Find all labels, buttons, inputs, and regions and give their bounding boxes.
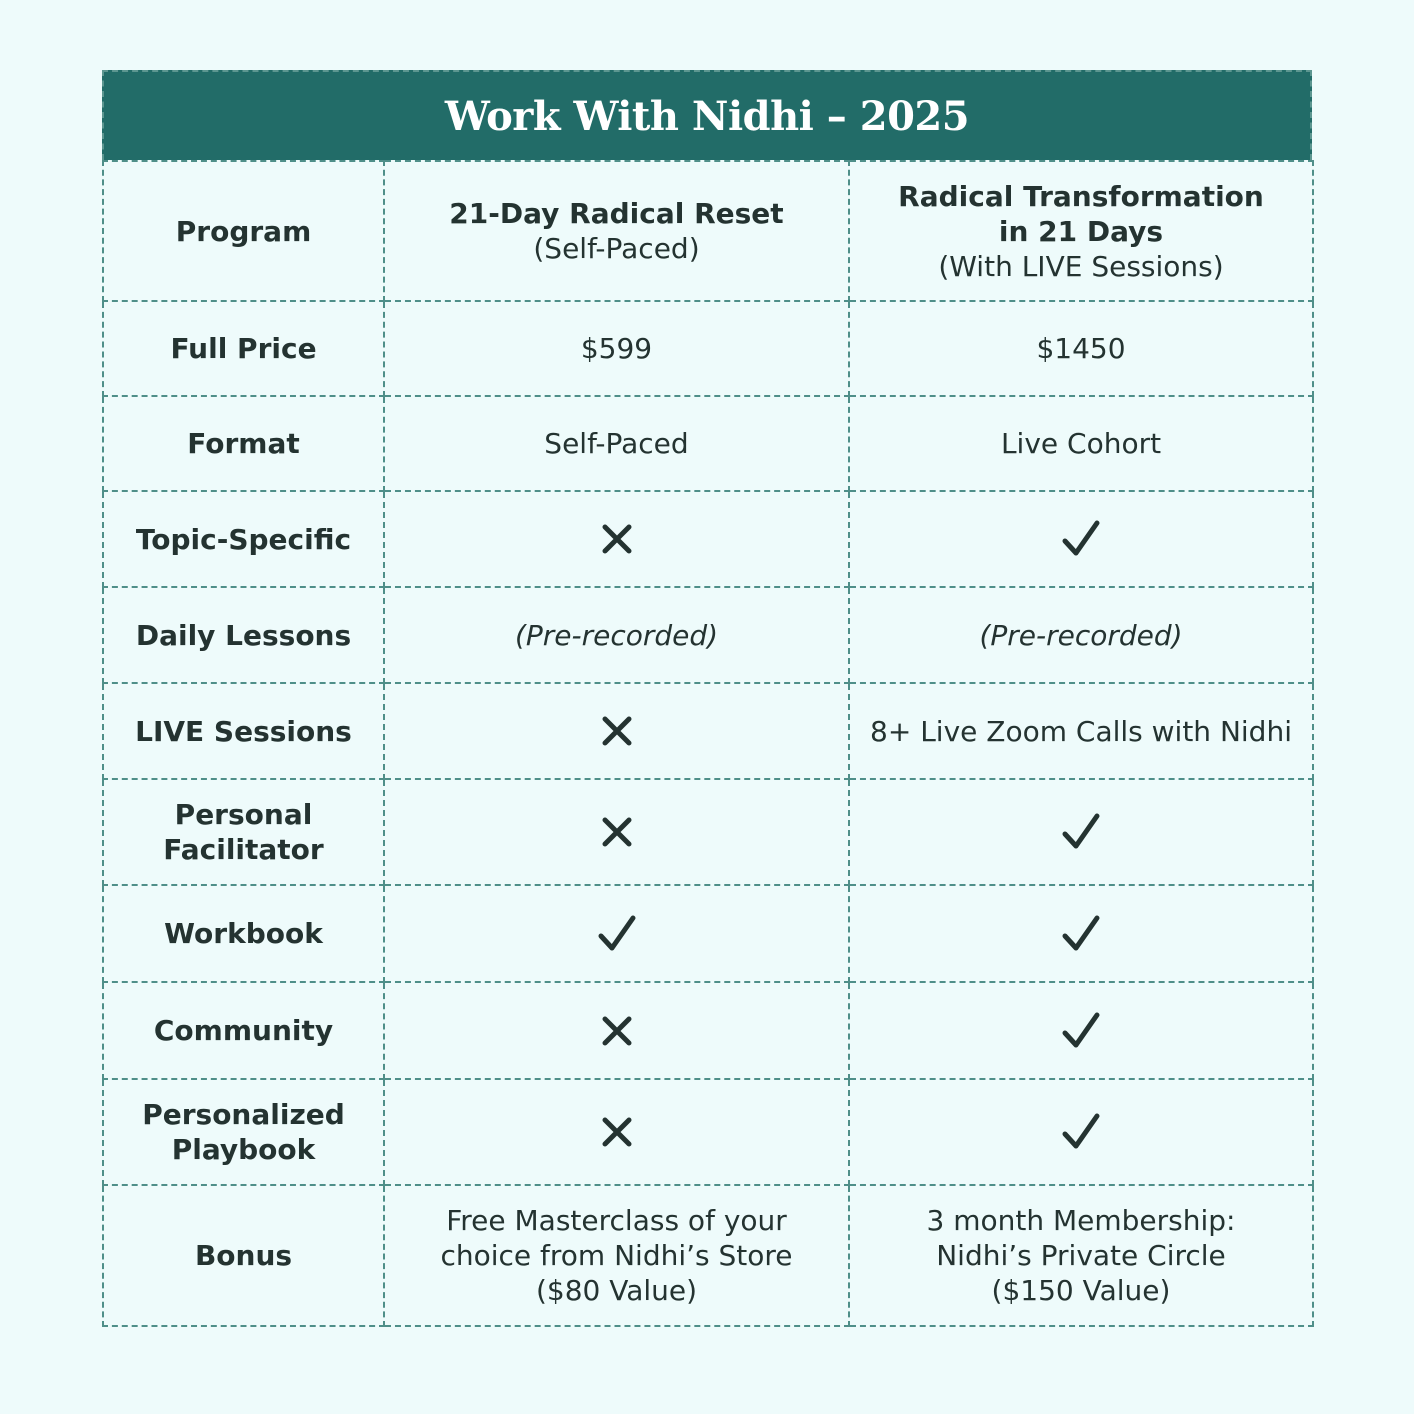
bonus-line3: ($150 Value) [991, 1274, 1171, 1307]
price-self-paced: $599 [384, 301, 849, 396]
row-bonus [103, 1185, 1313, 1326]
daily-lessons-self-paced: (Pre-recorded) [384, 587, 849, 683]
label-program: Program [103, 161, 384, 301]
label-format: Format [103, 396, 384, 491]
label-line1: Personalized [142, 1098, 345, 1131]
label-line1: Personal [174, 798, 313, 831]
live-sessions-live: 8+ Live Zoom Calls with Nidhi [849, 683, 1313, 779]
x-icon [384, 982, 849, 1079]
x-icon [384, 1079, 849, 1185]
program-name: 21-Day Radical Reset [449, 197, 784, 230]
bonus-line2: Nidhi’s Private Circle [936, 1239, 1226, 1272]
format-live: Live Cohort [849, 396, 1313, 491]
row-personal-facilitator [103, 779, 1313, 885]
bonus-line2: choice from Nidhi’s Store [440, 1239, 793, 1272]
row-personalized-playbook [103, 1079, 1313, 1185]
label-workbook: Workbook [103, 885, 384, 982]
program-live [849, 161, 1313, 301]
check-icon [849, 491, 1313, 587]
label-personalized-playbook [103, 1079, 384, 1185]
bonus-self-paced [384, 1185, 849, 1326]
check-icon [849, 779, 1313, 885]
price-live: $1450 [849, 301, 1313, 396]
label-daily-lessons: Daily Lessons [103, 587, 384, 683]
format-self-paced: Self-Paced [384, 396, 849, 491]
x-icon [384, 491, 849, 587]
label-live-sessions: LIVE Sessions [103, 683, 384, 779]
row-format [103, 396, 1313, 491]
row-community [103, 982, 1313, 1079]
label-line2: Facilitator [163, 833, 324, 866]
bonus-live [849, 1185, 1313, 1326]
label-community: Community [103, 982, 384, 1079]
check-icon [849, 1079, 1313, 1185]
label-full-price: Full Price [103, 301, 384, 396]
daily-lessons-live: (Pre-recorded) [849, 587, 1313, 683]
comparison-grid [102, 160, 1314, 1327]
x-icon [384, 683, 849, 779]
table-header [102, 70, 1312, 160]
check-icon [849, 982, 1313, 1079]
row-topic-specific [103, 491, 1313, 587]
row-program [103, 161, 1313, 301]
bonus-line1: Free Masterclass of your [446, 1204, 787, 1237]
row-workbook [103, 885, 1313, 982]
page-title: Work With Nidhi – 2025 [444, 92, 970, 140]
row-live-sessions [103, 683, 1313, 779]
check-icon [849, 885, 1313, 982]
x-icon [384, 779, 849, 885]
program-subtitle: (Self-Paced) [533, 232, 700, 265]
label-personal-facilitator [103, 779, 384, 885]
bonus-line3: ($80 Value) [535, 1274, 698, 1307]
check-icon [384, 885, 849, 982]
program-subtitle: (With LIVE Sessions) [938, 249, 1224, 283]
row-daily-lessons [103, 587, 1313, 683]
comparison-table [102, 70, 1312, 1327]
program-self-paced [384, 161, 849, 301]
label-bonus: Bonus [103, 1185, 384, 1326]
row-full-price [103, 301, 1313, 396]
label-line2: Playbook [171, 1133, 316, 1166]
program-name-line2: in 21 Days [998, 214, 1164, 248]
label-topic-specific: Topic-Specific [103, 491, 384, 587]
bonus-line1: 3 month Membership: [926, 1204, 1236, 1237]
program-name-line1: Radical Transformation [898, 179, 1264, 213]
